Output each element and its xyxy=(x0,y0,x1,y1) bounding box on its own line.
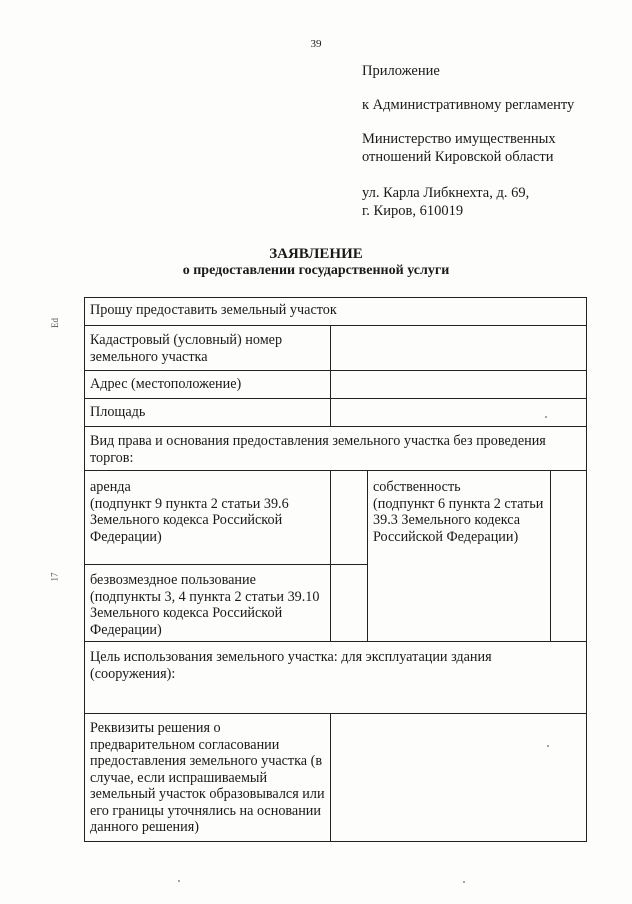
scan-speck xyxy=(547,745,549,747)
scan-speck xyxy=(545,416,547,418)
cell-line: Реквизиты решения о xyxy=(90,720,221,736)
cell-line: Земельного кодекса Российской xyxy=(90,605,283,621)
free-use-option-label xyxy=(86,571,330,639)
cell-line: предоставления земельного участка (в xyxy=(90,753,323,769)
cell-line: Земельного кодекса Российской xyxy=(90,512,283,528)
table-line xyxy=(84,564,368,565)
cell-line: безвозмездное пользование xyxy=(90,572,256,588)
area-label: Площадь xyxy=(90,404,146,420)
rights-label xyxy=(86,432,584,467)
cell-line: (подпункт 9 пункта 2 статьи 39.6 xyxy=(90,495,289,512)
cell-line: его границы уточнялись на основании xyxy=(90,802,321,819)
cell-line: данного решения) xyxy=(90,819,199,835)
regulation-line: к Административному регламенту xyxy=(362,97,575,113)
document-title: ЗАЯВЛЕНИЕ xyxy=(269,246,363,262)
cell-line: собственность xyxy=(373,479,461,495)
lease-option-label xyxy=(86,478,330,546)
cell-line: Российской Федерации) xyxy=(373,528,519,545)
cell-line: земельный участок образовывался или xyxy=(90,786,325,802)
address-value-field[interactable] xyxy=(332,372,585,397)
scan-speck xyxy=(463,881,465,883)
scan-speck xyxy=(178,880,180,882)
recipient-line: отношений Кировской области xyxy=(362,149,554,165)
cell-line: Федерации) xyxy=(90,621,162,638)
appendix-line: Приложение xyxy=(362,63,440,79)
area-value-field[interactable] xyxy=(332,400,585,425)
cadastral-label xyxy=(86,331,330,366)
cadastral-value-field[interactable] xyxy=(332,327,585,369)
table-line xyxy=(586,297,587,842)
cell-line: Вид права и основания предоставления земельного участка без проведения xyxy=(90,433,546,449)
address-label: Адрес (местоположение) xyxy=(90,376,242,392)
table-line xyxy=(84,841,587,842)
request-row: Прошу предоставить земельный участок xyxy=(90,302,337,318)
document-subtitle: о предоставлении государственной услуги xyxy=(182,263,450,278)
cell-line: аренда xyxy=(90,479,131,495)
free-use-checkbox-cell[interactable] xyxy=(332,566,366,640)
cell-line: Федерации) xyxy=(90,528,162,545)
page-number: 39 xyxy=(310,38,322,50)
address-line: ул. Карла Либкнехта, д. 69, xyxy=(362,185,530,201)
ownership-checkbox-cell[interactable] xyxy=(552,472,585,640)
regulation-label xyxy=(362,96,574,114)
cell-line: торгов: xyxy=(90,449,134,466)
table-line xyxy=(84,641,587,642)
cell-line: Цель использования земельного участка: для эксплуатации здания xyxy=(90,649,492,665)
cell-line: (подпункты 3, 4 пункта 2 статьи 39.10 xyxy=(90,588,320,605)
recipient-line: Министерство имущественных xyxy=(362,131,556,147)
margin-mark: 17 xyxy=(49,572,60,582)
decision-value-field[interactable] xyxy=(332,715,585,840)
cell-line: (сооружения): xyxy=(90,665,176,682)
cell-line: случае, если испрашиваемый xyxy=(90,769,268,786)
address-line: г. Киров, 610019 xyxy=(362,203,464,219)
decision-label xyxy=(86,719,330,837)
cell-line: предварительном согласовании xyxy=(90,736,280,753)
cell-line: 39.3 Земельного кодекса xyxy=(373,512,521,528)
cell-line: (подпункт 6 пункта 2 статьи xyxy=(373,495,544,512)
table-line xyxy=(84,426,587,427)
cell-line: Кадастровый (условный) номер xyxy=(90,332,283,348)
purpose-label xyxy=(86,648,584,683)
recipient-block xyxy=(362,130,556,166)
appendix-label xyxy=(362,62,440,80)
address-block xyxy=(362,184,529,220)
ownership-option-label xyxy=(369,478,551,546)
cell-line: земельного участка xyxy=(90,348,208,365)
margin-mark: Ed xyxy=(50,318,60,328)
lease-checkbox-cell[interactable] xyxy=(332,472,366,563)
table-line xyxy=(84,297,587,298)
